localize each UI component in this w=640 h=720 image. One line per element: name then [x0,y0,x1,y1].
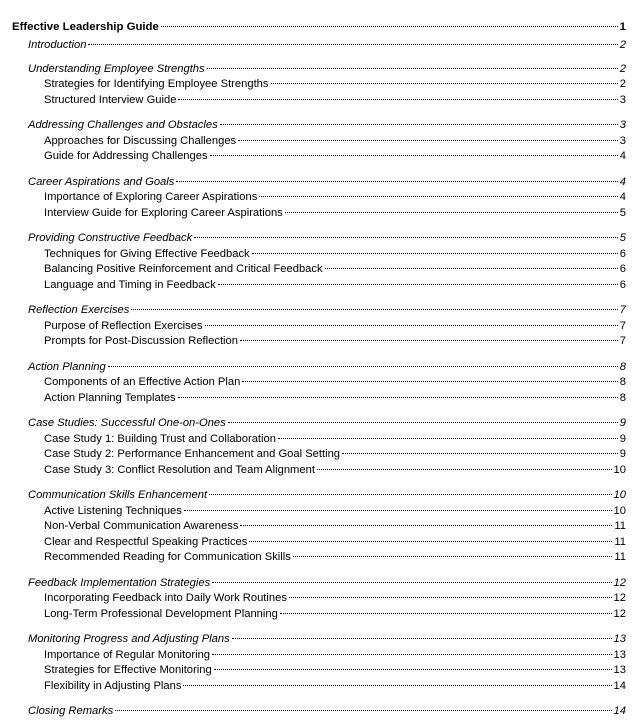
dot-leader [252,253,618,254]
toc-entry-label: Communication Skills Enhancement [28,489,208,501]
toc-entry-label: Importance of Regular Monitoring [44,648,211,661]
toc-page-number: 10 [613,489,626,501]
toc-page-number: 11 [614,535,626,548]
toc-page-number: 9 [619,432,626,445]
toc-subsection-entry[interactable] [12,190,626,206]
toc-subsection-entry[interactable] [12,93,626,109]
toc-entry-label: Approaches for Discussing Challenges [44,134,237,147]
dot-leader [205,325,618,326]
toc-entry-label: Effective Leadership Guide [12,21,159,33]
dot-leader [240,340,618,341]
toc-entry-label: Interview Guide for Exploring Career Aspirations [44,206,283,219]
toc-page-number: 10 [613,463,626,476]
toc-entry-label: Balancing Positive Reinforcement and Critical Feedback [44,263,323,275]
toc-page-number: 2 [619,78,626,90]
toc-entry-label: Case Studies: Successful One-on-Ones [28,417,226,429]
dot-leader [115,710,611,711]
dot-leader [108,366,618,367]
toc-entry-label: Career Aspirations and Goals [28,175,175,188]
toc-subsection-entry[interactable] [12,504,626,520]
toc-page-number: 2 [619,62,626,75]
toc-subsection-entry[interactable] [12,262,626,278]
dot-leader [271,83,618,84]
dot-leader [214,669,612,670]
toc-page-number: 7 [619,304,626,316]
toc-subsection-entry[interactable] [12,247,626,263]
toc-entry-label: Introduction [28,39,87,51]
toc-entry-label: Incorporating Feedback into Daily Work Routines [44,592,287,604]
toc-page-number: 13 [613,664,626,676]
toc-page-number: 13 [613,648,626,661]
toc-page-number: 12 [613,576,626,589]
toc-subsection-entry[interactable] [12,375,626,391]
dot-leader [238,140,618,141]
toc-page-number: 12 [613,592,626,604]
toc-subsection-entry[interactable] [12,663,626,679]
dot-leader [207,68,618,69]
toc-title-entry[interactable] [12,20,626,38]
dot-leader [212,654,612,655]
toc-page-number: 11 [614,551,626,563]
toc-entry-label: Strategies for Identifying Employee Strengths [44,78,269,90]
toc-page-number: 5 [619,232,626,244]
toc-entry-label: Active Listening Techniques [44,504,182,517]
toc-section-entry[interactable] [12,231,626,247]
toc-subsection-entry[interactable] [12,134,626,150]
dot-leader [249,541,612,542]
toc-subsection-entry[interactable] [12,319,626,335]
toc-entry-label: Non-Verbal Communication Awareness [44,520,239,532]
toc-page-number: 6 [619,247,626,260]
toc-entry-label: Case Study 1: Building Trust and Collaboration [44,432,276,445]
toc-subsection-entry[interactable] [12,432,626,448]
toc-page-number: 7 [619,319,626,332]
toc-page-number: 8 [619,360,626,373]
toc-entry-label: Monitoring Progress and Adjusting Plans [28,633,230,645]
dot-leader [278,438,618,439]
toc-subsection-entry[interactable] [12,648,626,664]
dot-leader [293,556,613,557]
toc-entry-label: Long-Term Professional Development Planning [44,607,278,620]
toc-subsection-entry[interactable] [12,77,626,93]
toc-page-number: 8 [619,391,626,404]
toc-page-number: 14 [613,679,626,692]
dot-leader [240,525,612,526]
dot-leader [183,685,611,686]
dot-leader [342,453,618,454]
toc-page-number: 11 [614,520,626,532]
toc-section-entry[interactable] [12,303,626,319]
toc-page-number: 7 [619,335,626,347]
toc-page-number: 4 [619,191,626,203]
dot-leader [232,638,612,639]
toc-entry-label: Case Study 3: Conflict Resolution and Team Alignment [44,463,315,476]
toc-subsection-entry[interactable] [12,206,626,222]
dot-leader [317,469,612,470]
dot-leader [289,597,612,598]
toc-entry-label: Understanding Employee Strengths [28,62,205,75]
toc-page-number: 5 [619,206,626,219]
toc-entry-label: Action Planning Templates [44,391,176,404]
dot-leader [220,124,618,125]
toc-section-entry[interactable] [12,704,626,720]
toc-entry-label: Structured Interview Guide [44,93,177,106]
dot-leader [161,26,618,27]
dot-leader [280,613,612,614]
table-of-contents [12,20,626,720]
dot-leader [285,212,618,213]
toc-entry-label: Importance of Exploring Career Aspirations [44,191,258,203]
toc-page-number: 2 [619,39,626,51]
toc-section-entry[interactable] [12,175,626,191]
toc-entry-label: Action Planning [28,360,106,373]
toc-entry-label: Strategies for Effective Monitoring [44,664,212,676]
toc-subsection-entry[interactable] [12,607,626,623]
toc-entry-label: Feedback Implementation Strategies [28,576,211,589]
toc-subsection-entry[interactable] [12,550,626,566]
dot-leader [88,44,617,45]
dot-leader [325,268,618,269]
toc-section-entry[interactable] [12,118,626,134]
toc-subsection-entry[interactable] [12,519,626,535]
toc-page-number: 6 [619,263,626,275]
toc-subsection-entry[interactable] [12,591,626,607]
toc-page-number: 13 [613,633,626,645]
toc-subsection-entry[interactable] [12,535,626,551]
dot-leader [176,181,617,182]
toc-entry-label: Techniques for Giving Effective Feedback [44,247,250,260]
toc-subsection-entry[interactable] [12,149,626,165]
dot-leader [212,582,611,583]
toc-entry-label: Case Study 2: Performance Enhancement and Goal Setting [44,448,341,460]
toc-section-entry[interactable] [12,632,626,648]
toc-page-number: 3 [619,134,626,147]
toc-section-entry[interactable] [12,360,626,376]
toc-page-number: 4 [619,175,626,188]
toc-entry-label: Flexibility in Adjusting Plans [44,679,182,692]
toc-entry-label: Guide for Addressing Challenges [44,150,208,162]
toc-entry-label: Clear and Respectful Speaking Practices [44,535,248,548]
toc-section-entry[interactable] [12,576,626,592]
dot-leader [178,397,618,398]
toc-page-number: 12 [613,607,626,620]
toc-page-number: 1 [619,21,626,33]
toc-section-entry[interactable] [12,416,626,432]
toc-subsection-entry[interactable] [12,278,626,294]
dot-leader [259,196,617,197]
toc-page-number: 4 [619,150,626,162]
toc-page-number: 9 [619,417,626,429]
toc-page-number: 3 [619,93,626,106]
dot-leader [184,510,612,511]
dot-leader [210,155,618,156]
toc-page-number: 10 [613,504,626,517]
toc-subsection-entry[interactable] [12,391,626,407]
toc-entry-label: Components of an Effective Action Plan [44,376,241,388]
toc-subsection-entry[interactable] [12,463,626,479]
toc-section-entry[interactable] [12,488,626,504]
toc-entry-label: Addressing Challenges and Obstacles [28,119,218,131]
toc-subsection-entry[interactable] [12,679,626,695]
dot-leader [228,422,618,423]
toc-entry-label: Reflection Exercises [28,304,130,316]
toc-section-entry[interactable] [12,62,626,78]
dot-leader [242,381,617,382]
toc-entry-label: Purpose of Reflection Exercises [44,319,203,332]
toc-page-number: 6 [619,278,626,291]
toc-page-number: 8 [619,376,626,388]
toc-section-entry[interactable] [12,38,626,54]
toc-subsection-entry[interactable] [12,447,626,463]
dot-leader [194,237,618,238]
toc-entry-label: Closing Remarks [28,705,114,717]
dot-leader [218,284,618,285]
dot-leader [209,494,611,495]
dot-leader [178,99,617,100]
toc-entry-label: Providing Constructive Feedback [28,232,193,244]
toc-page-number: 3 [619,119,626,131]
toc-page-number: 14 [613,705,626,717]
toc-entry-label: Language and Timing in Feedback [44,278,216,291]
toc-entry-label: Recommended Reading for Communication Skills [44,551,291,563]
toc-entry-label: Prompts for Post-Discussion Reflection [44,335,238,347]
toc-subsection-entry[interactable] [12,334,626,350]
dot-leader [131,309,617,310]
toc-page-number: 9 [619,448,626,460]
